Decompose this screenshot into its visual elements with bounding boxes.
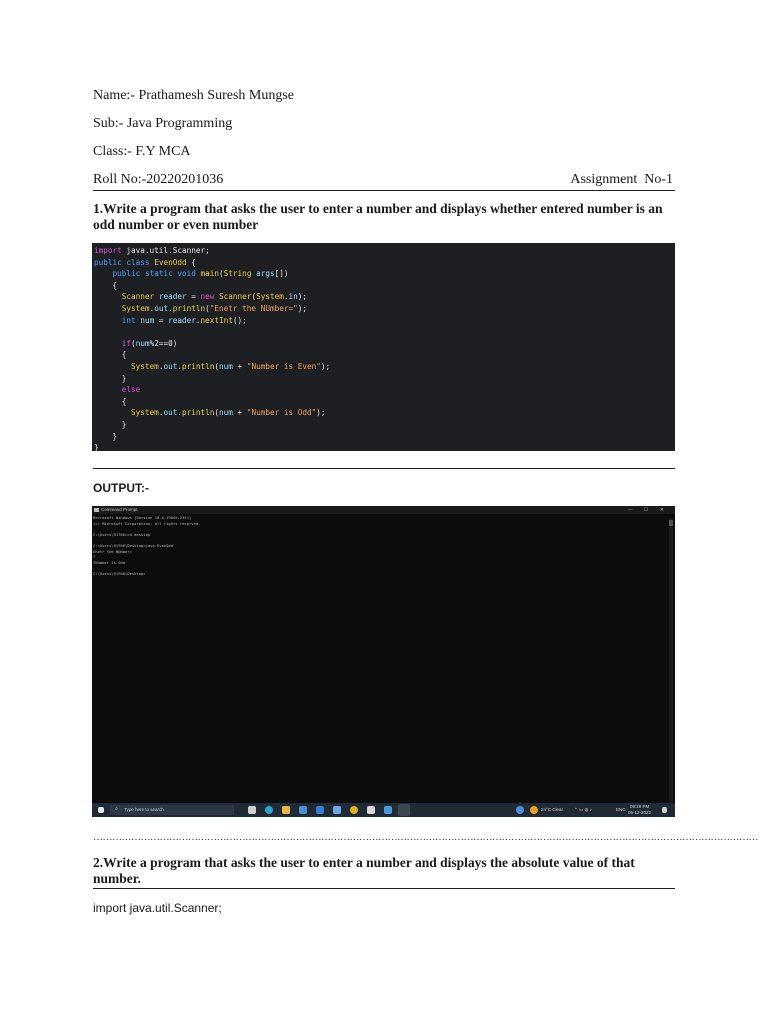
- terminal-titlebar: [92, 506, 675, 514]
- class-label: Class:- F.Y MCA: [93, 144, 191, 159]
- windows-taskbar: [92, 803, 675, 817]
- question-1: 1.Write a program that asks the user to enter a number and displays whether entered number is an odd number or even number: [93, 201, 663, 232]
- windows-start-icon[interactable]: [98, 807, 104, 813]
- output-label: OUTPUT:-: [93, 481, 149, 495]
- terminal-line: C:\Users\91766\Desktop>: [93, 570, 146, 576]
- terminal-line: 7: [93, 554, 96, 560]
- subject: Sub:- Java Programming: [93, 116, 233, 131]
- section-divider: [93, 468, 675, 469]
- header-divider: [93, 190, 675, 191]
- vscode-icon[interactable]: [367, 806, 375, 814]
- java-app-icon[interactable]: [384, 806, 392, 814]
- close-icon[interactable]: ✕: [660, 507, 664, 512]
- cmd-icon: [94, 508, 99, 512]
- terminal-scrollbar-thumb[interactable]: [669, 520, 673, 526]
- language-indicator[interactable]: ENG: [616, 807, 626, 812]
- dotted-separator: …………………………………………………………………………………………………………………………………………………………………………………………: [93, 832, 758, 843]
- student-name: Name:- Prathamesh Suresh Mungse: [93, 88, 295, 103]
- java-code: import java.util.Scanner; public class EvenOdd { public static void main(String args[]) { Scanner reader = new Scanner(System.in); System.out.println("Enetr the NUmber="); int num = reader.nextInt(); if(num%2==0) { System.out.println(num + "Number is Even"); } else { System.out.println(num + "Number is Odd"); } } }: [94, 246, 331, 453]
- cmd-taskbar-icon[interactable]: [398, 804, 410, 816]
- terminal-line: C:\Users\91766\Desktop>java EvenOdd: [93, 542, 174, 548]
- terminal-scrollbar[interactable]: [669, 518, 673, 806]
- assignment-number: Assignment No-1: [570, 172, 673, 187]
- edge-icon[interactable]: [265, 806, 273, 814]
- file-explorer-icon[interactable]: [282, 806, 290, 814]
- search-icon: ⌕: [115, 806, 118, 812]
- task-view-icon[interactable]: [248, 806, 256, 814]
- terminal-line: C:\Users\91766>cd desktop: [93, 531, 151, 537]
- terminal-line: Enetr the NUmber=: [93, 548, 132, 554]
- system-tray-icons[interactable]: ⌃ ▭ ◍ ♪: [574, 807, 592, 812]
- weather-text: 24°C Clear: [541, 807, 564, 812]
- store-icon[interactable]: [299, 806, 307, 814]
- clock-time[interactable]: 09:28 PM: [630, 804, 650, 809]
- chrome-icon[interactable]: [350, 806, 358, 814]
- terminal-screenshot: [92, 506, 675, 817]
- clock-date[interactable]: 05-12-2022: [628, 810, 652, 815]
- terminal-output: [93, 515, 663, 577]
- code-start-line: import java.util.Scanner;: [93, 901, 222, 915]
- question-2: 2.Write a program that asks the user to enter a number and displays the absolute value of that number.: [93, 855, 635, 886]
- mail-icon[interactable]: [316, 806, 324, 814]
- minimize-icon[interactable]: —: [628, 507, 633, 512]
- app-icon[interactable]: [333, 806, 341, 814]
- question-2-divider: [93, 888, 675, 889]
- code-block: [92, 243, 675, 451]
- terminal-line: 7Number is Odd: [93, 559, 126, 565]
- weather-sun-icon: [530, 806, 538, 814]
- maximize-icon[interactable]: ☐: [644, 507, 649, 512]
- terminal-line: Microsoft Windows [Version 10.0.19045.2311]: [93, 515, 192, 520]
- roll-number: Roll No:-20220201036: [93, 172, 224, 187]
- terminal-line: (c) Microsoft Corporation. All rights reserved.: [93, 520, 201, 526]
- notification-icon[interactable]: [662, 807, 667, 813]
- weather-icon[interactable]: [516, 806, 524, 814]
- terminal-title: Command Prompt: [101, 507, 138, 512]
- taskbar-search-placeholder: Type here to search: [124, 807, 164, 812]
